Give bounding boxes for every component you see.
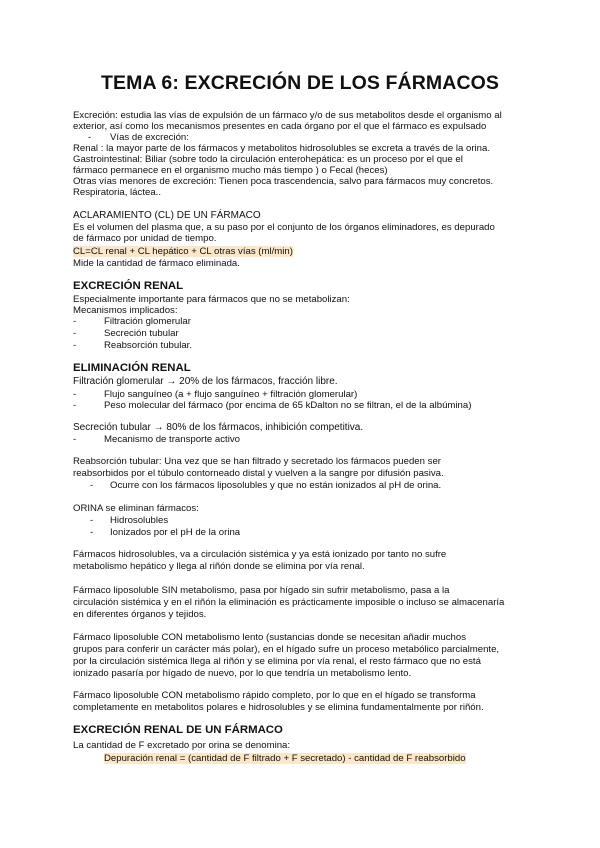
intro-line: Excreción: estudia las vías de expulsión de un fármaco y/o de sus metabolitos desde el organismo al xyxy=(73,110,502,121)
paragraph-line: Secreción tubular → 80% de los fármacos, inhibición competitiva. xyxy=(73,422,364,433)
paragraph-line: Fármacos hidrosolubles, va a circulación sistémica y ya está ionizado por tanto no sufre xyxy=(73,549,447,560)
list-item: Filtración glomerular xyxy=(104,316,191,327)
list-item: Vías de excreción: xyxy=(110,132,189,143)
list-item: Ocurre con los fármacos liposolubles y que no están ionizados al pH de orina. xyxy=(110,480,442,491)
paragraph-line: reabsorbidos por el túbulo contorneado distal y vuelven a la sangre por difusión pasiva. xyxy=(73,468,444,479)
bullet-dash: - xyxy=(90,480,94,491)
paragraph-line: Filtración glomerular → 20% de los fármacos, fracción libre. xyxy=(73,376,338,387)
paragraph-line: de fármaco por unidad de tiempo. xyxy=(73,233,217,244)
section-heading: EXCRECIÓN RENAL DE UN FÁRMACO xyxy=(73,724,283,736)
list-item: Mecanismo de transporte activo xyxy=(104,434,240,445)
intro-line: Respiratoria, láctea.. xyxy=(73,187,161,198)
paragraph-line: Reabsorción tubular: Una vez que se han filtrado y secretado los fármacos pueden ser xyxy=(73,456,441,467)
page-title: TEMA 6: EXCRECIÓN DE LOS FÁRMACOS xyxy=(100,72,499,94)
bullet-dash: - xyxy=(88,132,92,143)
bullet-dash: - xyxy=(90,515,94,526)
paragraph-line: La cantidad de F excretado por orina se denomina: xyxy=(73,740,291,751)
paragraph-line: completamente en metabolitos polares e hidrosolubles y se elimina fundamentalmente por riñón. xyxy=(73,702,484,713)
list-item: Secreción tubular xyxy=(104,328,179,339)
clearance-formula xyxy=(73,246,293,258)
paragraph-line: Fármaco liposoluble CON metabolismo lento (sustancias donde se necesitan añadir muchos xyxy=(73,632,467,643)
section-heading: ELIMINACIÓN RENAL xyxy=(73,362,191,374)
paragraph-line: por la circulación sistémica llega al riñón y se elimina por vía renal, el resto fármaco que no está xyxy=(73,656,481,667)
bullet-dash: - xyxy=(73,400,77,411)
renal-clearance-formula xyxy=(104,753,466,765)
section-heading: ACLARAMIENTO (CL) DE UN FÁRMACO xyxy=(73,210,261,221)
paragraph-line: Es el volumen del plasma que, a su paso por el conjunto de los órganos eliminadores, es depurado xyxy=(73,222,495,233)
paragraph-line: Fármaco liposoluble CON metabolismo rápido completo, por lo que en el hígado se transforma xyxy=(73,690,476,701)
intro-line: exterior, así como los mecanismos presentes en cada órgano por el que el fármaco es expulsado xyxy=(73,121,487,132)
list-item: Ionizados por el pH de la orina xyxy=(110,527,241,538)
list-item: Reabsorción tubular. xyxy=(104,340,192,351)
list-item: Peso molecular del fármaco (por encima de 65 kDalton no se filtran, el de la albúmina) xyxy=(104,400,472,411)
intro-line: Gastrointestinal: Biliar (sobre todo la circulación enterohepática: es un proceso por el que el xyxy=(73,154,463,165)
list-item: Flujo sanguíneo (a + flujo sanguíneo + filtración glomerular) xyxy=(104,389,358,400)
intro-line: fármaco permanece en el organismo mucho más tiempo ) o Fecal (heces) xyxy=(73,165,388,176)
paragraph-line: circulación sistémica y en el riñón la eliminación es prácticamente imposible o incluso se almacenaría xyxy=(73,597,505,608)
highlighted-formula: CL=CL renal + CL hepático + CL otras vías (ml/min) xyxy=(73,246,293,257)
paragraph-line: Especialmente importante para fármacos que no se metabolizan: xyxy=(73,294,350,305)
bullet-dash: - xyxy=(73,316,77,327)
intro-line: Renal : la mayor parte de los fármacos y metabolitos hidrosolubles se excreta a través de la orina. xyxy=(73,143,491,154)
paragraph-line: grupos para conferir un carácter más polar), en el hígado sufre un proceso metabólico parcialmente, xyxy=(73,644,500,655)
paragraph-line: Mide la cantidad de fármaco eliminada. xyxy=(73,258,240,269)
paragraph-line: Fármaco liposoluble SIN metabolismo, pasa por hígado sin sufrir metabolismo, pasa a la xyxy=(73,585,450,596)
highlighted-formula: Depuración renal = (cantidad de F filtrado + F secretado) - cantidad de F reabsorbido xyxy=(104,753,466,764)
list-item: Hidrosolubles xyxy=(110,515,169,526)
bullet-dash: - xyxy=(90,527,94,538)
bullet-dash: - xyxy=(73,328,77,339)
intro-line: Otras vías menores de excreción: Tienen poca trascendencia, salvo para fármacos muy concretos. xyxy=(73,176,494,187)
section-heading: EXCRECIÓN RENAL xyxy=(73,280,184,292)
paragraph-line: Mecanismos implicados: xyxy=(73,305,178,316)
bullet-dash: - xyxy=(73,389,77,400)
paragraph-line: en diferentes órganos y tejidos. xyxy=(73,609,207,620)
bullet-dash: - xyxy=(73,434,77,445)
paragraph-line: ionizado pasaría por hígado de nuevo, por lo que tendría un metabolismo lento. xyxy=(73,668,412,679)
paragraph-line: ORINA se eliminan fármacos: xyxy=(73,503,199,514)
paragraph-line: metabolismo hepático y llega al riñón donde se elimina por vía renal. xyxy=(73,561,365,572)
bullet-dash: - xyxy=(73,340,77,351)
